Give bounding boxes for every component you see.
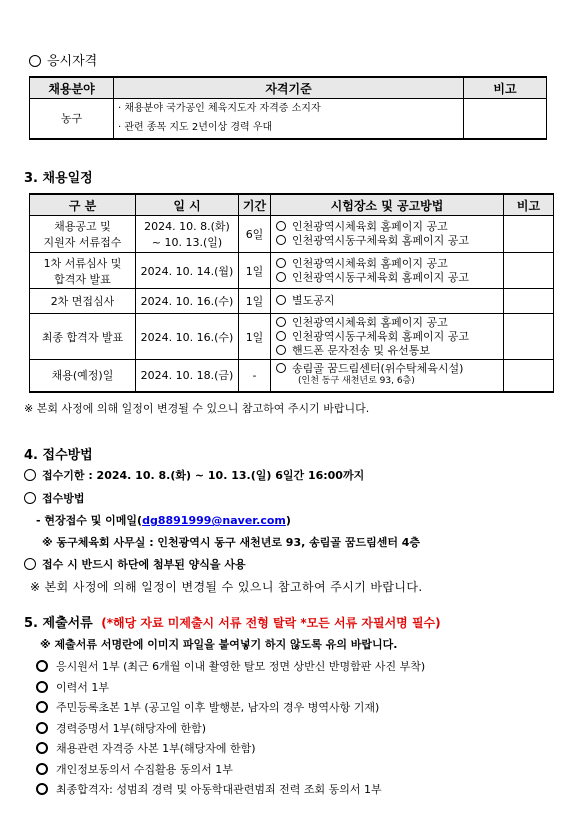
place-cell <box>271 253 504 289</box>
period-cell: 1일 <box>239 314 271 360</box>
list-item: 최종합격자: 성범죄 경력 및 아동학대관련범죄 전력 조회 동의서 1부 <box>36 780 425 801</box>
period-cell: - <box>239 360 271 392</box>
period-cell: 1일 <box>239 253 271 289</box>
place-cell <box>271 360 504 392</box>
place-cell <box>271 216 504 253</box>
category-cell <box>30 253 136 289</box>
receipt-office: ※ 동구체육회 사무실 : 인천광역시 동구 새천년로 93, 송림골 꿈드림센터 4층 <box>42 536 421 549</box>
place-line: 인천광역시동구체육회 홈페이지 공고 <box>276 271 503 285</box>
table-row <box>30 314 554 360</box>
schedule-footnote: ※ 본회 사정에 의해 일정이 변경될 수 있으니 참고하여 주시기 바랍니다. <box>24 402 370 415</box>
category-cell <box>30 216 136 253</box>
receipt-period: 접수기한 : 2024. 10. 8.(화) ~ 10. 13.(일) 6일간 16:00까지 <box>24 467 364 483</box>
header-field: 채용분야 <box>30 77 114 99</box>
circle-bullet-icon <box>24 469 36 481</box>
docs-heading-line <box>24 612 441 631</box>
period-cell: 1일 <box>239 289 271 314</box>
header-category: 구 분 <box>30 194 136 216</box>
category-line: 채용공고 및 <box>54 220 111 233</box>
date-cell: 2024. 10. 14.(월) <box>136 253 239 289</box>
list-item: 경력증명서 1부(해당자에 한함) <box>36 719 425 740</box>
circle-bullet-icon <box>24 492 36 504</box>
ring-bullet-icon <box>36 722 48 734</box>
docs-sign-note: ※ 제출서류 서명란에 이미지 파일을 붙여넣기 하지 않도록 유의 바랍니다. <box>40 638 398 651</box>
category-line: 지원자 서류접수 <box>43 236 122 249</box>
receipt-note: ※ 본회 사정에 의해 일정이 변경될 수 있으니 참고하여 주시기 바랍니다. <box>30 580 423 594</box>
category-line: 합격자 발표 <box>54 272 111 286</box>
header-period: 기간 <box>239 194 271 216</box>
category-cell: 2차 면접심사 <box>30 289 136 314</box>
place-line: 인천광역시체육회 홈페이지 공고 <box>276 220 503 234</box>
place-subline: (인천 동구 새천년로 93, 6층) <box>298 376 415 387</box>
header-note: 비고 <box>464 77 547 99</box>
circle-bullet-icon <box>276 258 286 268</box>
circle-bullet-icon <box>276 221 286 231</box>
circle-bullet-icon <box>276 345 286 355</box>
qualification-heading: 응시자격 <box>29 50 97 69</box>
note-cell <box>504 314 554 360</box>
circle-bullet-icon <box>29 55 41 67</box>
date-cell: 2024. 10. 16.(수) <box>136 314 239 360</box>
note-cell <box>504 253 554 289</box>
header-criteria: 자격기준 <box>114 77 464 99</box>
email-link[interactable]: dg8891999@naver.com <box>142 514 286 527</box>
table-row <box>30 289 554 314</box>
ring-bullet-icon <box>36 783 48 795</box>
docs-heading: 5. 제출서류 <box>24 616 93 631</box>
qualification-table <box>29 76 547 140</box>
circle-bullet-icon <box>276 317 286 327</box>
place-line: 핸드폰 문자전송 및 유선통보 <box>276 344 503 358</box>
place-line: 별도공지 <box>276 294 503 308</box>
criteria-line: · 채용분야 국가공인 체육지도자 자격증 소지자 <box>118 103 321 115</box>
circle-bullet-icon <box>276 235 286 245</box>
place-line: 인천광역시체육회 홈페이지 공고 <box>276 316 503 330</box>
date-cell: 2024. 10. 16.(수) <box>136 289 239 314</box>
date-cell: 2024. 10. 18.(금) <box>136 360 239 392</box>
schedule-heading: 3. 채용일정 <box>24 171 93 186</box>
place-line: 인천광역시동구체육회 홈페이지 공고 <box>276 234 503 248</box>
place-cell <box>271 314 504 360</box>
circle-bullet-icon <box>276 363 286 373</box>
receipt-method: - 현장접수 및 이메일(dg8891999@naver.com) <box>36 514 291 527</box>
criteria-cell <box>114 99 464 139</box>
docs-warning: (*해당 자료 미제출시 서류 전형 탈락 *모든 서류 자필서명 필수) <box>101 616 441 630</box>
note-cell <box>504 216 554 253</box>
note-cell <box>464 99 547 139</box>
period-cell: 6일 <box>239 216 271 253</box>
ring-bullet-icon <box>36 701 48 713</box>
date-line: ~ 10. 13.(일) <box>151 236 223 249</box>
ring-bullet-icon <box>36 742 48 754</box>
receipt-method-title: 접수방법 <box>24 490 85 506</box>
list-item: 주민등록초본 1부 (공고일 이후 발행분, 남자의 경우 병역사항 기재) <box>36 698 425 719</box>
date-line: 2024. 10. 8.(화) <box>144 220 230 233</box>
category-cell: 채용(예정)일 <box>30 360 136 392</box>
list-item: 응시원서 1부 (최근 6개월 이내 촬영한 탈모 정면 상반신 반명함판 사진 부착) <box>36 657 425 678</box>
note-cell <box>504 289 554 314</box>
list-item: 채용관련 자격증 사본 1부(해당자에 한함) <box>36 739 425 760</box>
circle-bullet-icon <box>276 272 286 282</box>
ring-bullet-icon <box>36 660 48 672</box>
category-line: 1차 서류심사 및 <box>43 256 122 270</box>
field-cell: 농구 <box>30 99 114 139</box>
receipt-heading: 4. 접수방법 <box>24 448 93 463</box>
table-row <box>30 216 554 253</box>
schedule-table <box>29 193 554 393</box>
place-line: 송림골 꿈드림센터(위수탁체육시설) <box>276 363 503 375</box>
list-item: 개인정보동의서 수집활용 동의서 1부 <box>36 760 425 781</box>
receipt-attach: 접수 시 반드시 하단에 첨부된 양식을 사용 <box>24 556 246 572</box>
ring-bullet-icon <box>36 681 48 693</box>
place-line: 인천광역시동구체육회 홈페이지 공고 <box>276 330 503 344</box>
docs-list <box>36 657 425 801</box>
place-cell <box>271 289 504 314</box>
header-note: 비고 <box>504 194 554 216</box>
circle-bullet-icon <box>24 558 36 570</box>
ring-bullet-icon <box>36 763 48 775</box>
circle-bullet-icon <box>276 331 286 341</box>
table-row <box>30 253 554 289</box>
header-date: 일 시 <box>136 194 239 216</box>
place-line: 인천광역시체육회 홈페이지 공고 <box>276 257 503 271</box>
circle-bullet-icon <box>276 295 286 305</box>
list-item: 이력서 1부 <box>36 678 425 699</box>
note-cell <box>504 360 554 392</box>
date-cell <box>136 216 239 253</box>
table-row <box>30 360 554 392</box>
header-place: 시험장소 및 공고방법 <box>271 194 504 216</box>
criteria-line: · 관련 종목 지도 2년이상 경력 우대 <box>118 122 273 134</box>
category-cell: 최종 합격자 발표 <box>30 314 136 360</box>
